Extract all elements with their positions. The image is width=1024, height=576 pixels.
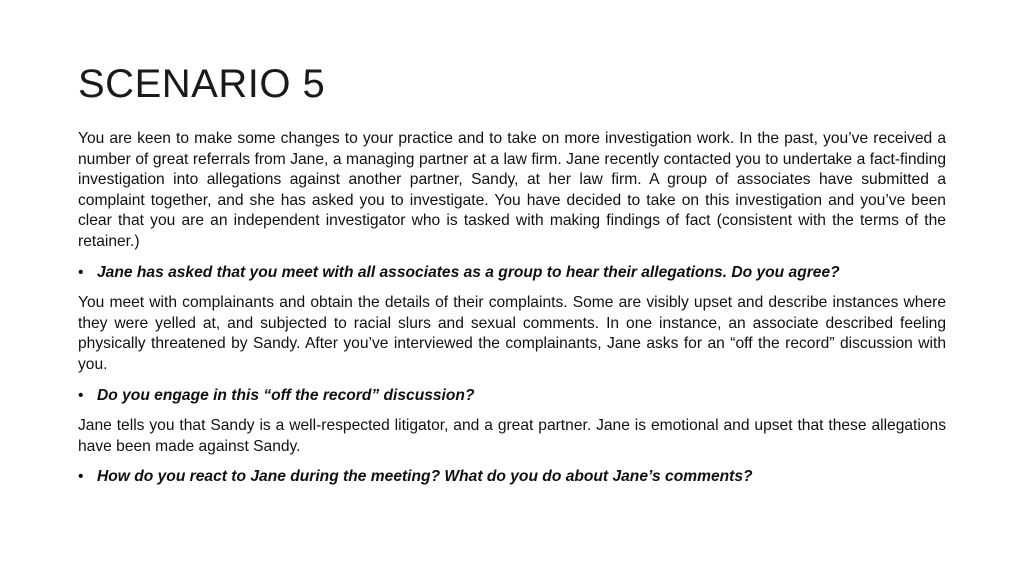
scenario-paragraph-1: You are keen to make some changes to your practice and to take on more investigation work. In the past, you’ve received a number of great referrals from Jane, a managing partner at a law firm. Jane recently contacted you to undertake a fact-finding investigation into allegations against another partner, Sandy, at her law firm. A group of associates have submitted a complaint together, and she has asked you to investigate. You have decided to take on this investigation and you’ve been clear that you are an independent investigator who is tasked with making findings of fact (consistent with the terms of the retainer.)	[78, 130, 946, 250]
bullet-icon: •	[78, 386, 84, 404]
question-text-2: Do you engage in this “off the record” discussion?	[97, 386, 475, 404]
question-item-3	[78, 467, 946, 488]
scenario-paragraph-2: You meet with complainants and obtain the details of their complaints. Some are visibly upset and describe instances where they were yelled at, and subjected to racial slurs and sexual comments. In one instance, an associate described feeling physically threatened by Sandy. After you’ve interviewed the complainants, Jane asks for an “off the record” discussion with you.	[78, 294, 946, 373]
slide-title: SCENARIO 5	[78, 62, 326, 106]
slide-body	[78, 129, 946, 498]
question-text-3: How do you react to Jane during the meeting? What do you do about Jane’s comments?	[97, 468, 753, 486]
bullet-icon: •	[78, 468, 84, 486]
scenario-paragraph-3: Jane tells you that Sandy is a well-respected litigator, and a great partner. Jane is emotional and upset that these allegations have been made against Sandy.	[78, 417, 946, 455]
question-item-2	[78, 386, 946, 407]
bullet-icon: •	[78, 263, 84, 281]
question-text-1: Jane has asked that you meet with all associates as a group to hear their allegations. Do you agree?	[97, 263, 840, 281]
question-item-1	[78, 263, 946, 284]
